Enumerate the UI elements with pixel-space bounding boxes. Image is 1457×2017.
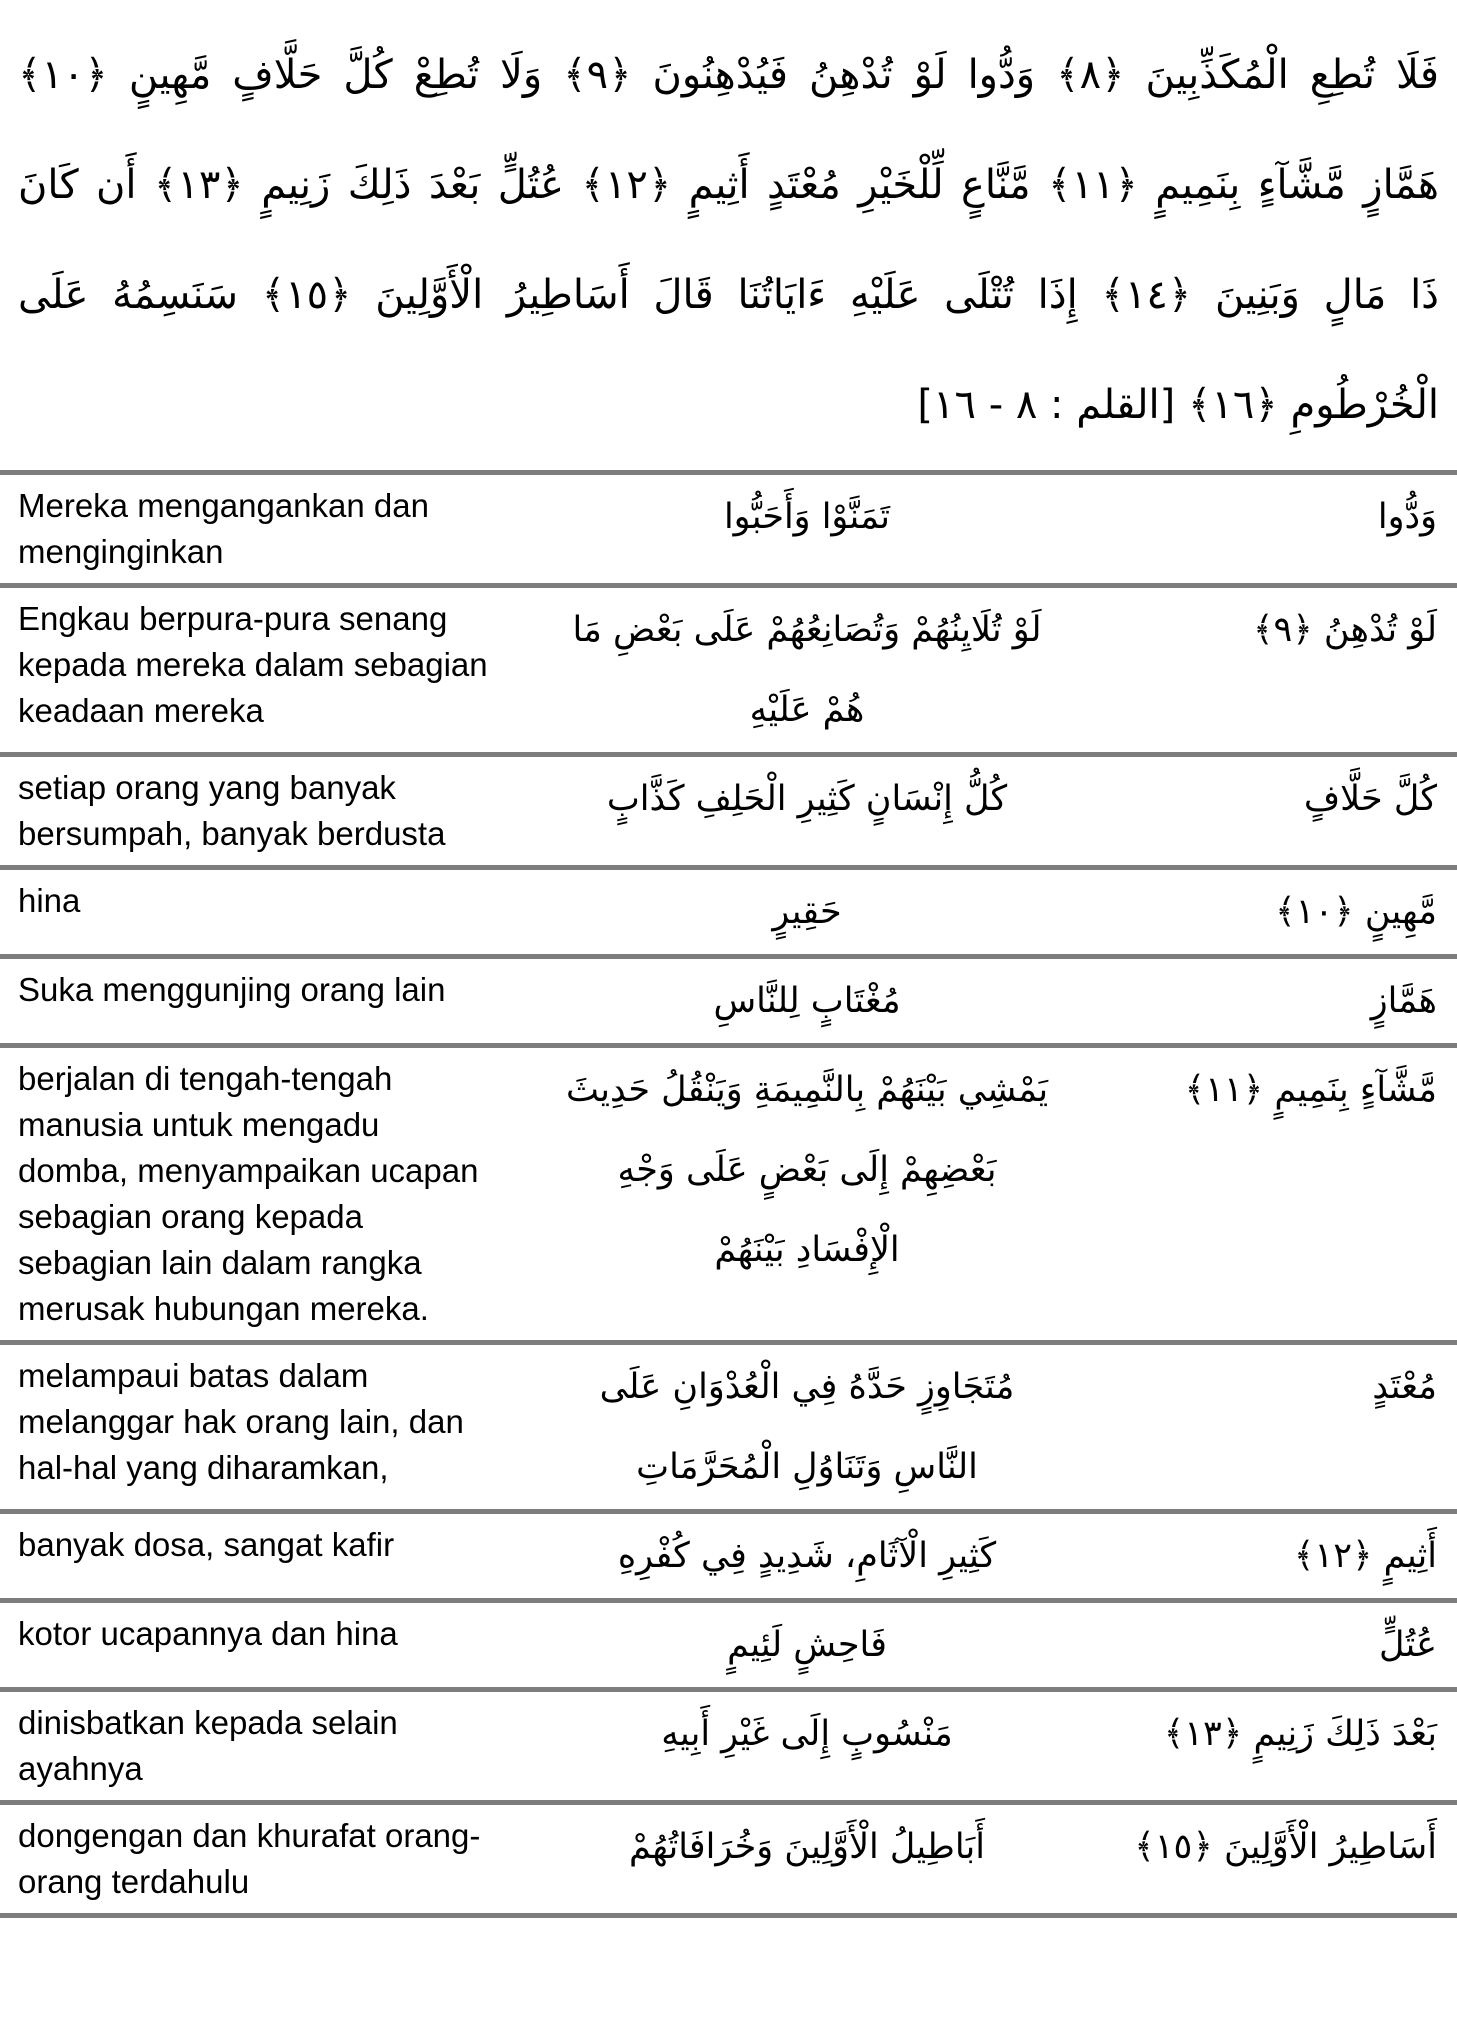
quran-verse-line-2: هَمَّازٍ مَّشَّآءٍ بِنَمِيمٍ ﴿١١﴾ مَّنَّاعٍ لِّلْخَيْرِ مُعْتَدٍ أَثِيمٍ ﴿١٢﴾ عُتُلٍّ بَعْدَ ذَلِكَ زَنِيمٍ ﴿١٣﴾ أَن كَانَ bbox=[18, 162, 1439, 208]
table-row bbox=[0, 1805, 1457, 1918]
term-cell bbox=[1077, 1692, 1457, 1776]
translation-cell bbox=[0, 1048, 537, 1340]
term-cell bbox=[1077, 1345, 1457, 1429]
table-row bbox=[0, 588, 1457, 757]
explanation-text: كَثِيرِ الْآثَامِ، شَدِيدٍ فِي كُفْرِهِ bbox=[617, 1536, 997, 1576]
translation-text: dongengan dan khurafat orang-orang terdahulu bbox=[18, 1817, 481, 1900]
explanation-cell bbox=[537, 475, 1077, 559]
translation-cell bbox=[0, 588, 537, 742]
term-text: بَعْدَ ذَلِكَ زَنِيمٍ ﴿١٣﴾ bbox=[1163, 1714, 1437, 1754]
translation-text: kotor ucapannya dan hina bbox=[18, 1615, 398, 1652]
term-cell bbox=[1077, 1603, 1457, 1687]
translation-text: setiap orang yang banyak bersumpah, banyak berdusta bbox=[18, 769, 446, 852]
term-text: لَوْ تُدْهِنُ ﴿٩﴾ bbox=[1252, 610, 1437, 650]
explanation-cell bbox=[537, 1692, 1077, 1776]
translation-text: berjalan di tengah-tengah manusia untuk mengadu domba, menyampaikan ucapan sebagian orang kepada sebagian lain dalam rangka merusak hubungan mereka. bbox=[18, 1060, 479, 1327]
explanation-text: كُلُّ إِنْسَانٍ كَثِيرِ الْحَلِفِ كَذَّابٍ bbox=[606, 779, 1008, 819]
explanation-cell bbox=[537, 1345, 1077, 1509]
term-cell bbox=[1077, 870, 1457, 954]
explanation-cell bbox=[537, 870, 1077, 954]
explanation-text: مَنْسُوبٍ إِلَى غَيْرِ أَبِيهِ bbox=[661, 1714, 953, 1754]
translation-text: banyak dosa, sangat kafir bbox=[18, 1526, 395, 1563]
translation-text: Engkau berpura-pura senang kepada mereka dalam sebagian keadaan mereka bbox=[18, 600, 488, 729]
table-row bbox=[0, 1692, 1457, 1805]
explanation-text: حَقِيرٍ bbox=[772, 892, 842, 932]
term-text: مَّشَّآءٍ بِنَمِيمٍ ﴿١١﴾ bbox=[1184, 1070, 1437, 1110]
term-text: أَثِيمٍ ﴿١٢﴾ bbox=[1293, 1536, 1437, 1576]
term-text: أَسَاطِيرُ الْأَوَّلِينَ ﴿١٥﴾ bbox=[1134, 1827, 1437, 1867]
table-row bbox=[0, 959, 1457, 1048]
explanation-cell bbox=[537, 959, 1077, 1043]
explanation-text: لَوْ تُلَايِنُهُمْ وَتُصَانِعُهُمْ عَلَى بَعْضِ مَا هُمْ عَلَيْهِ bbox=[572, 610, 1042, 730]
surah-citation: [القلم : ٨ - ١٦] bbox=[917, 382, 1176, 428]
translation-text: melampaui batas dalam melanggar hak orang lain, dan hal-hal yang diharamkan, bbox=[18, 1357, 464, 1486]
table-row bbox=[0, 870, 1457, 959]
explanation-text: أَبَاطِيلُ الْأَوَّلِينَ وَخُرَافَاتُهُمْ bbox=[629, 1827, 985, 1867]
explanation-cell bbox=[537, 757, 1077, 841]
explanation-text: تَمَنَّوْا وَأَحَبُّوا bbox=[723, 497, 891, 537]
term-cell bbox=[1077, 959, 1457, 1043]
term-cell bbox=[1077, 1805, 1457, 1889]
translation-cell bbox=[0, 959, 537, 1021]
translation-text: Suka menggunjing orang lain bbox=[18, 971, 446, 1008]
explanation-cell bbox=[537, 1603, 1077, 1687]
term-text: كُلَّ حَلَّافٍ bbox=[1303, 779, 1437, 819]
translation-cell bbox=[0, 1345, 537, 1499]
term-text: عُتُلٍّ bbox=[1379, 1625, 1437, 1665]
term-text: مَّهِينٍ ﴿١٠﴾ bbox=[1275, 892, 1437, 932]
term-cell bbox=[1077, 475, 1457, 559]
translation-text: Mereka mengangankan dan menginginkan bbox=[18, 487, 429, 570]
explanation-cell bbox=[537, 1514, 1077, 1598]
term-cell bbox=[1077, 588, 1457, 672]
translation-text: hina bbox=[18, 882, 81, 919]
table-row bbox=[0, 1514, 1457, 1603]
translation-cell bbox=[0, 757, 537, 865]
term-cell bbox=[1077, 1514, 1457, 1598]
term-cell bbox=[1077, 757, 1457, 841]
table-row bbox=[0, 757, 1457, 870]
quran-verse-line-1: فَلَا تُطِعِ الْمُكَذِّبِينَ ﴿٨﴾ وَدُّوا لَوْ تُدْهِنُ فَيُدْهِنُونَ ﴿٩﴾ وَلَا تُطِعْ كُلَّ حَلَّافٍ مَّهِينٍ ﴿١٠﴾ bbox=[18, 52, 1440, 98]
table-row bbox=[0, 1603, 1457, 1692]
translation-cell bbox=[0, 1692, 537, 1800]
term-text: هَمَّازٍ bbox=[1370, 981, 1437, 1021]
table-row bbox=[0, 475, 1457, 588]
quran-verse-line-4-text: الْخُرْطُومِ ﴿١٦﴾ bbox=[1187, 382, 1439, 428]
explanation-text: مُتَجَاوِزٍ حَدَّهُ فِي الْعُدْوَانِ عَلَى النَّاسِ وَتَنَاوُلِ الْمُحَرَّمَاتِ bbox=[599, 1367, 1015, 1487]
table-row bbox=[0, 1048, 1457, 1345]
term-text: مُعْتَدٍ bbox=[1372, 1367, 1437, 1407]
explanation-cell bbox=[537, 588, 1077, 752]
term-cell bbox=[1077, 1048, 1457, 1132]
explanation-text: مُغْتَابٍ لِلنَّاسِ bbox=[713, 981, 901, 1021]
explanation-cell bbox=[537, 1048, 1077, 1292]
quran-verse-line-4 bbox=[18, 350, 1439, 460]
translation-text: dinisbatkan kepada selain ayahnya bbox=[18, 1704, 398, 1787]
vocabulary-table bbox=[0, 470, 1457, 1918]
translation-cell bbox=[0, 1603, 537, 1665]
explanation-cell bbox=[537, 1805, 1077, 1889]
translation-cell bbox=[0, 870, 537, 932]
term-text: وَدُّوا bbox=[1377, 497, 1437, 537]
translation-cell bbox=[0, 475, 537, 583]
quran-verses-paragraph bbox=[0, 0, 1457, 470]
table-row bbox=[0, 1345, 1457, 1514]
translation-cell bbox=[0, 1805, 537, 1913]
translation-cell bbox=[0, 1514, 537, 1576]
quran-verse-line-3: ذَا مَالٍ وَبَنِينَ ﴿١٤﴾ إِذَا تُتْلَى عَلَيْهِ ءَايَاتُنَا قَالَ أَسَاطِيرُ الْأَوَّلِينَ ﴿١٥﴾ سَنَسِمُهُ عَلَى bbox=[18, 272, 1439, 318]
explanation-text: فَاحِشٍ لَئِيمٍ bbox=[727, 1625, 887, 1665]
explanation-text: يَمْشِي بَيْنَهُمْ بِالنَّمِيمَةِ وَيَنْقُلُ حَدِيثَ بَعْضِهِمْ إِلَى بَعْضٍ عَلَى وَجْهِ الْإِفْسَادِ بَيْنَهُمْ bbox=[565, 1070, 1049, 1270]
